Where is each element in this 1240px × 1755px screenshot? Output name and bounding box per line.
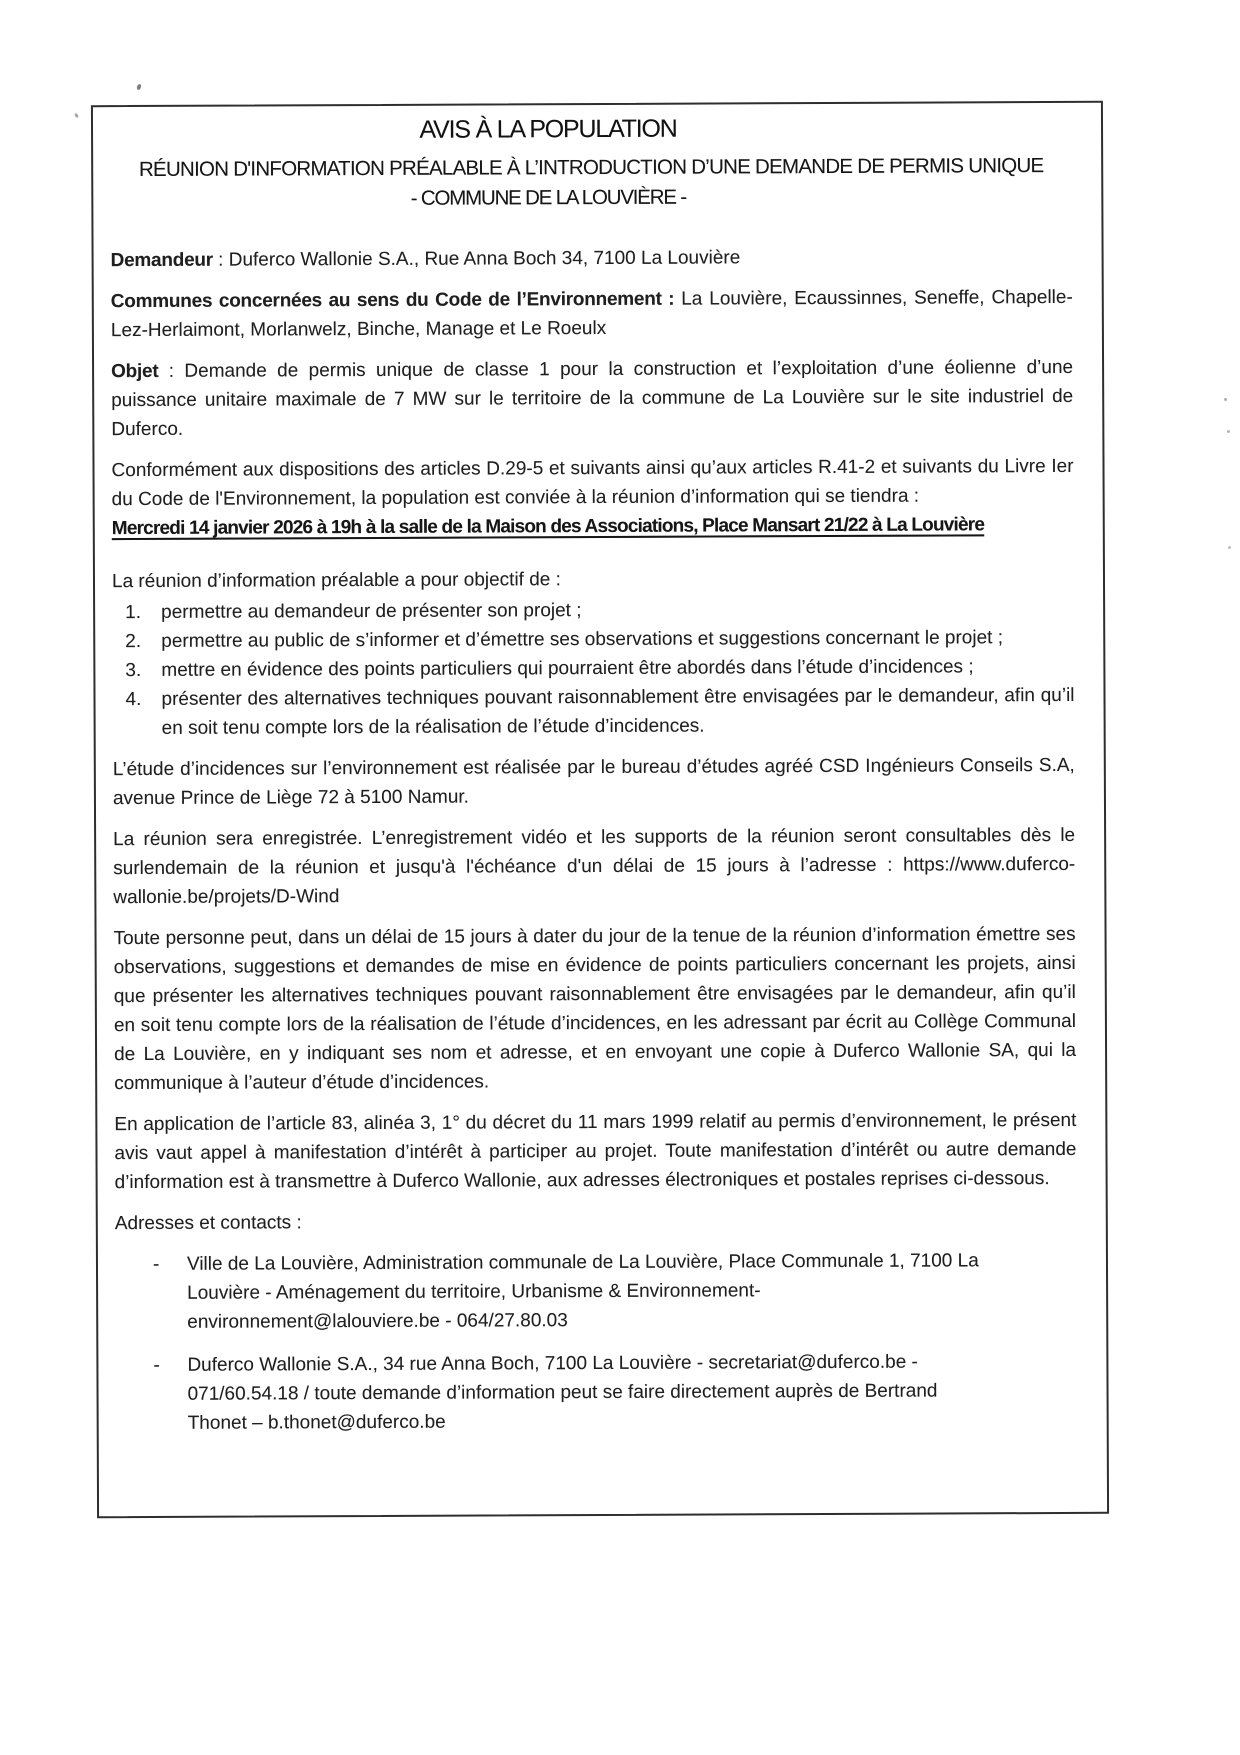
objective-text: permettre au public de s’informer et d’émettre ses observations et suggestions concernant le projet ; [161,627,1004,652]
para-observations: Toute personne peut, dans un délai de 15 jours à dater du jour de la tenue de la réunion d’information émettre ses observations, suggestions et demandes de mise en évidence de points particuliers concernant les projets, ainsi que présenter les alternatives techniques pouvant raisonnablement être envisagées par le demandeur, afin qu’il en soit tenu compte lors de la réalisation de l’étude d’incidences, en les adressant par écrit au Collège Communal de La Louvière, en y indiquant ses nom et adresse, et en envoyant une copie à Duferco Wallonie SA, qui la communique à l’auteur d’étude d’incidences. [113,923,1077,1095]
page-title: AVIS À LA POPULATION [419,114,677,144]
objective-item [112,652,1074,685]
scan-speck [74,113,79,119]
notice-subtitle-line-2: - COMMUNE DE LA LOUVIÈRE - [410,185,686,210]
scan-speck [1224,398,1227,401]
scan-speck [1228,546,1231,549]
contact-text [187,1246,1077,1337]
para-enregistrement: La réunion sera enregistrée. L’enregistrement vidéo et les supports de la réunion seront consultables dès le surlendemain de la réunion et jusqu'à l'échéance d'un délai de 15 jours à l’adresse : https://www.duferco-wallonie.be/projets/D-Wind [113,824,1076,909]
objective-text: mettre en évidence des points particuliers qui pourraient être abordés dans l’étude d’incidences ; [161,656,974,681]
communes-label: Communes concernées au sens du Code de l’Environnement : [110,288,675,313]
para-communes [111,283,1073,345]
para-etude: L’étude d’incidences sur l’environnement est réalisée par le bureau d’études agréé CSD Ingénieurs Conseils S.A, avenue Prince de Liège 72 à 5100 Namur. [112,754,1075,810]
communes-text: La Louvière, Ecaussinnes, Seneffe, Chapelle-Lez-Herlaimont, Morlanwelz, Binche, Manage et Le Roeulx [110,286,1073,342]
scan-speck [1227,430,1230,433]
contact-item [115,1246,1077,1337]
objet-text: : Demande de permis unique de classe 1 pour la construction et l’exploitation d’une éolienne d’une puissance unitaire maximale de 7 MW sur le territoire de la commune de La Louvière sur le site industriel de Duferco. [111,356,1074,441]
objective-item [112,594,1074,627]
contact-line: Ville de La Louvière, Administration communale de La Louvière, Place Communale 1, 7100 La [186,1250,979,1275]
contacts-heading: Adresses et contacts : [114,1212,302,1235]
objective-text: permettre au demandeur de présenter son projet ; [161,600,582,623]
objective-item [112,681,1074,743]
scan-speck [136,83,142,90]
para-manifestation: En application de l’article 83, alinéa 3, 1° du décret du 11 mars 1999 relatif au permis d’environnement, le présent avis vaut appel à manifestation d’intérêt à participer au projet. Toute manifestation d’intérêt ou autre demande d’information est à transmettre à Duferco Wallonie, aux adresses électroniques et postales reprises ci-dessous. [114,1109,1077,1194]
objective-number: 3. [125,660,142,682]
contact-line: Duferco Wallonie S.A., 34 rue Anna Boch, 7100 La Louvière - secretariat@duferco.be - [187,1351,918,1376]
notice-border-box [91,101,1109,1518]
objective-item [112,623,1074,656]
contacts-list [115,1246,1078,1438]
objet-label: Objet [111,360,159,383]
objective-text: présenter des alternatives techniques pouvant raisonnablement être envisagées par le demandeur, afin qu’il en soit tenu compte lors de la réalisation de l’étude d’incidences. [161,684,1075,739]
meeting-date-line: Mercredi 14 janvier 2026 à 19h à la salle de la Maison des Associations, Place Mansart 21/22 à La Louvière [111,514,985,540]
notice-subtitle-line-1: RÉUNION D'INFORMATION PRÉALABLE À L’INTRODUCTION D’UNE DEMANDE DE PERMIS UNIQUE [138,154,1044,182]
objective-number: 4. [125,689,142,711]
demandeur-label: Demandeur [110,249,213,272]
objective-number: 1. [125,602,142,624]
para-demandeur [111,242,1073,275]
contact-line: environnement@lalouviere.be - 064/27.80.03 [187,1310,568,1333]
contact-line: Louvière - Aménagement du territoire, Urbanisme & Environnement- [187,1280,761,1304]
para-objectives-intro: La réunion d’information préalable a pour objectif de : [111,569,561,593]
demandeur-text: : Duferco Wallonie S.A., Rue Anna Boch 34, 7100 La Louvière [212,247,741,271]
bullet-dash: - [152,1253,160,1275]
objective-number: 2. [125,631,142,653]
contact-text [187,1347,1077,1438]
bullet-dash: - [153,1354,160,1376]
contact-line: Thonet – b.thonet@duferco.be [187,1411,446,1434]
objectives-list [112,594,1075,743]
contact-item [115,1347,1077,1438]
para-objet [111,353,1073,444]
para-legal-intro: Conformément aux dispositions des articles D.29-5 et suivants ainsi qu’aux articles R.41-2 et suivants du Livre Ier du Code de l'Environnement, la population est conviée à la réunion d’information qui se tiendra : [111,455,1074,511]
contact-line: 071/60.54.18 / toute demande d’information peut se faire directement auprès de Bertrand [187,1380,938,1405]
